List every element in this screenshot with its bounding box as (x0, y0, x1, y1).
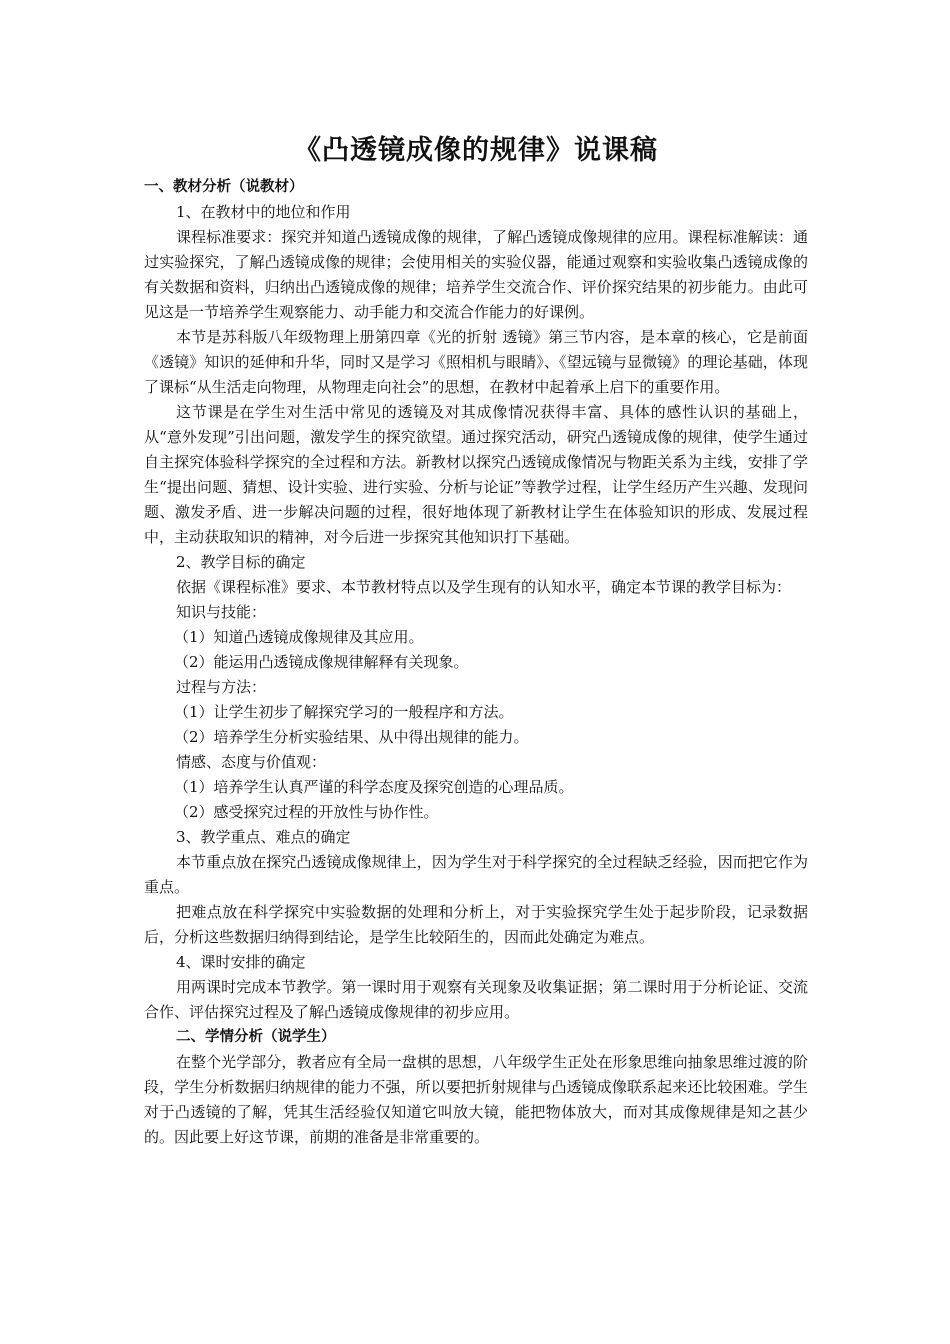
goal-item: （2）培养学生分析实验结果、从中得出规律的能力。 (174, 728, 529, 746)
goal-item: （2）感受探究过程的开放性与协作性。 (174, 803, 439, 821)
paragraph: 在整个光学部分，教者应有全局一盘棋的思想，八年级学生正处在形象思维向抽象思维过渡的阶段，学生分析数据归纳规律的能力不强，所以要把折射规律与凸透镜成像联系起来还比较困难。学生对于凸透镜的了解，凭其生活经验仅知道它叫放大镜，能把物体放大，而对其成像规律是知之甚少的。因此要上好这节课，前期的准备是非常重要的。 (144, 1053, 808, 1146)
goal-category: 情感、态度与价值观： (176, 753, 327, 771)
paragraph: 把难点放在科学探究中实验数据的处理和分析上，对于实验探究学生处于起步阶段，记录数据后，分析这些数据归纳得到结论，是学生比较陌生的，因而此处确定为难点。 (144, 903, 808, 946)
paragraph: 依据《课程标准》要求、本节教材特点以及学生现有的认知水平，确定本节课的教学目标为： (176, 578, 792, 596)
goal-item: （2）能运用凸透镜成像规律解释有关现象。 (174, 653, 469, 671)
paragraph: 这节课是在学生对生活中常见的透镜及对其成像情况获得丰富、具体的感性认识的基础上，从“意外发现”引出问题，激发学生的探究欲望。通过探究活动，研究凸透镜成像的规律，使学生通过自主探究体验科学探究的全过程和方法。新教材以探究凸透镜成像情况与物距关系为主线，安排了学生“提出问题、猜想、设计实验、进行实验、分析与论证”等教学过程，让学生经历产生兴趣、发现问题、激发矛盾、进一步解决问题的过程，很好地体现了新教材让学生在体验知识的形成、发展过程中，主动获取知识的精神，对今后进一步探究其他知识打下基础。 (144, 403, 808, 546)
paragraph: 课程标准要求：探究并知道凸透镜成像的规律，了解凸透镜成像规律的应用。课程标准解读：通过实验探究，了解凸透镜成像的规律；会使用相关的实验仪器，能通过观察和实验收集凸透镜成像的有关数据和资料，归纳出凸透镜成像的规律；培养学生交流合作、评价探究结果的初步能力。由此可见这是一节培养学生观察能力、动手能力和交流合作能力的好课例。 (144, 228, 808, 321)
goal-item: （1）知道凸透镜成像规律及其应用。 (174, 628, 424, 646)
paragraph: 本节是苏科版八年级物理上册第四章《光的折射 透镜》第三节内容，是本章的核心，它是前面《透镜》知识的延伸和升华，同时又是学习《照相机与眼睛》、《望远镜与显微镜》的理论基础，体现了课标“从生活走向物理，从物理走向社会”的思想，在教材中起着承上启下的重要作用。 (144, 328, 808, 396)
goal-category: 过程与方法： (176, 678, 267, 696)
subsection-heading: 2、教学目标的确定 (176, 553, 306, 571)
goal-category: 知识与技能： (176, 603, 267, 621)
goal-item: （1）培养学生认真严谨的科学态度及探究创造的心理品质。 (174, 778, 574, 796)
subsection-heading: 4、课时安排的确定 (176, 953, 306, 971)
document-title: 《凸透镜成像的规律》说课稿 (294, 135, 658, 166)
subsection-heading: 1、在教材中的地位和作用 (176, 203, 351, 221)
goal-item: （1）让学生初步了解探究学习的一般程序和方法。 (174, 703, 514, 721)
document-body (144, 175, 808, 1150)
section-heading-2: 二、学情分析（说学生） (176, 1029, 336, 1045)
section-heading-1: 一、教材分析（说教材） (144, 179, 304, 195)
paragraph: 本节重点放在探究凸透镜成像规律上，因为学生对于科学探究的全过程缺乏经验，因而把它作为重点。 (144, 853, 808, 896)
subsection-heading: 3、教学重点、难点的确定 (176, 828, 351, 846)
paragraph: 用两课时完成本节教学。第一课时用于观察有关现象及收集证据；第二课时用于分析论证、交流合作、评估探究过程及了解凸透镜成像规律的初步应用。 (144, 978, 808, 1021)
